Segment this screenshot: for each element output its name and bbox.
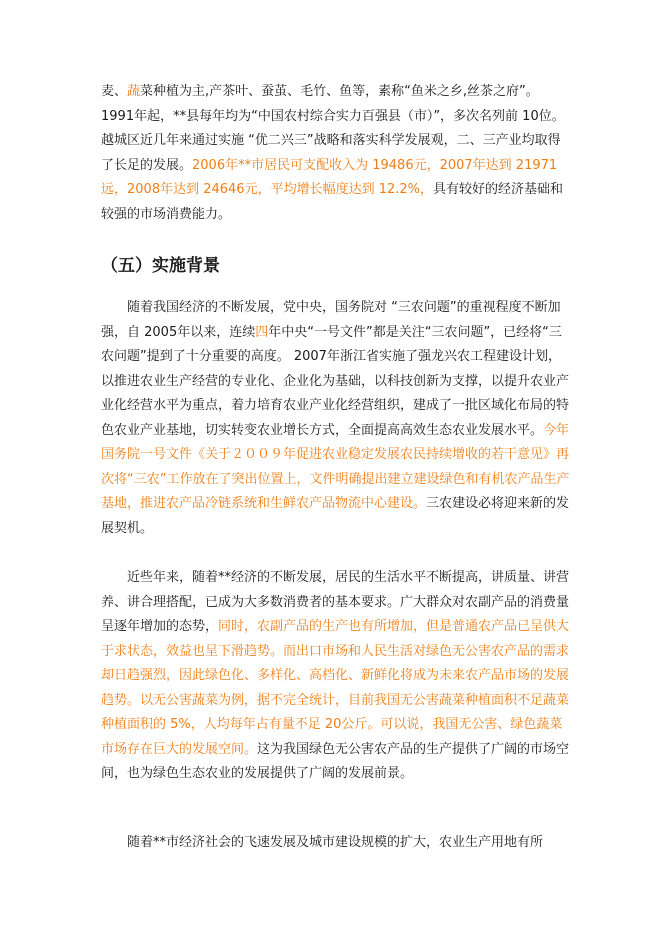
highlighted-income-text: 2006年**市居民可支配收入为 19486元，2007年达到 21971远，2008年达到 24646元，平均增长幅度达到 12.2%， (101, 157, 558, 197)
text-run: 菜种植为主,产茶叶、蚕茧、毛竹、鱼等，素称“鱼米之乡,丝茶之府”。1991年起，**县每年均为“中国农村综合实力百强县（市）”，多次名列前 10位。越城区近几年来通过实施 “优二兴三”战略和落实科学发展观，二、三产业均取得了长足的发展。 (101, 84, 565, 173)
text-run: 近些年来，随着**经济的不断发展，居民的生活水平不断提高，讲质量、讲营养、讲合理搭配，已成为大多数消费者的基本要求。广大群众对农副产品的消费量呈逐年增加的态势， (101, 570, 570, 634)
paragraph-urban-development (101, 831, 571, 856)
text-run: 随着**市经济社会的飞速发展及城市建设规模的扩大，农业生产用地有所 (127, 835, 544, 850)
highlighted-text: 四 (255, 324, 269, 340)
section-heading: （五）实施背景 (101, 256, 220, 276)
text-run: 具有较好的经济基础和较强的市场消费能力。 (101, 182, 564, 222)
highlighted-document-text: 今年国务院一号文件《关于２００９年促进农业稳定发展农民持续增收的若干意见》再次将“三农”工作放在了突出位置上，文件明确提出建立建设绿色和有机农产品生产基地，推进农产品冷链系统和生鲜农产品物流中心建设。 (101, 422, 570, 511)
text-run: 三农建设必将迎来新的发展契机。 (101, 496, 570, 536)
highlighted-market-text: 同时，农副产品的生产也有所增加，但是普通农产品已呈供大于求状态，效益也呈下滑趋势。而出口市场和人民生活对绿色无公害农产品的需求却日趋强烈，因此绿色化、多样化、高档化、新鲜化将成为未来农产品市场的发展趋势。以无公害蔬菜为例，据不完全统计，目前我国无公害蔬菜种植面积不足蔬菜种植面积的 5%，人均每年占有量不足 20公斤。可以说，我国无公害、绿色蔬菜市场存在巨大的发展空间。 (101, 619, 570, 757)
text-run: 这为我国绿色无公害农产品的生产提供了广阔的市场空间，也为绿色生态农业的发展提供了广阔的发展前景。 (101, 741, 570, 781)
paragraph-regional-overview (101, 80, 571, 227)
text-run: 麦、 (101, 84, 128, 99)
paragraph-market-demand (101, 566, 571, 787)
paragraph-policy-background (101, 296, 571, 541)
text-run: 年中央“一号文件”都是关注“三农问题”，已经将“三农问题”提到了十分重要的高度。 2007年浙江省实施了强龙兴农工程建设计划，以推进农业生产经营的专业化、企业化为基础，以科技创新为支撑，以提升农业产业化经营水平为重点，着力培育农业产业化经营组织，建成了一批区域化布局的特色农业产业基地，切实转变农业增长方式，全面提高高效生态农业发展水平。 (101, 324, 570, 438)
text-run: 随着我国经济的不断发展，党中央，国务院对 “三农问题”的重视程度不断加强，自 2005年以来，连续 (101, 300, 561, 340)
highlighted-text: 蔬 (127, 84, 141, 99)
